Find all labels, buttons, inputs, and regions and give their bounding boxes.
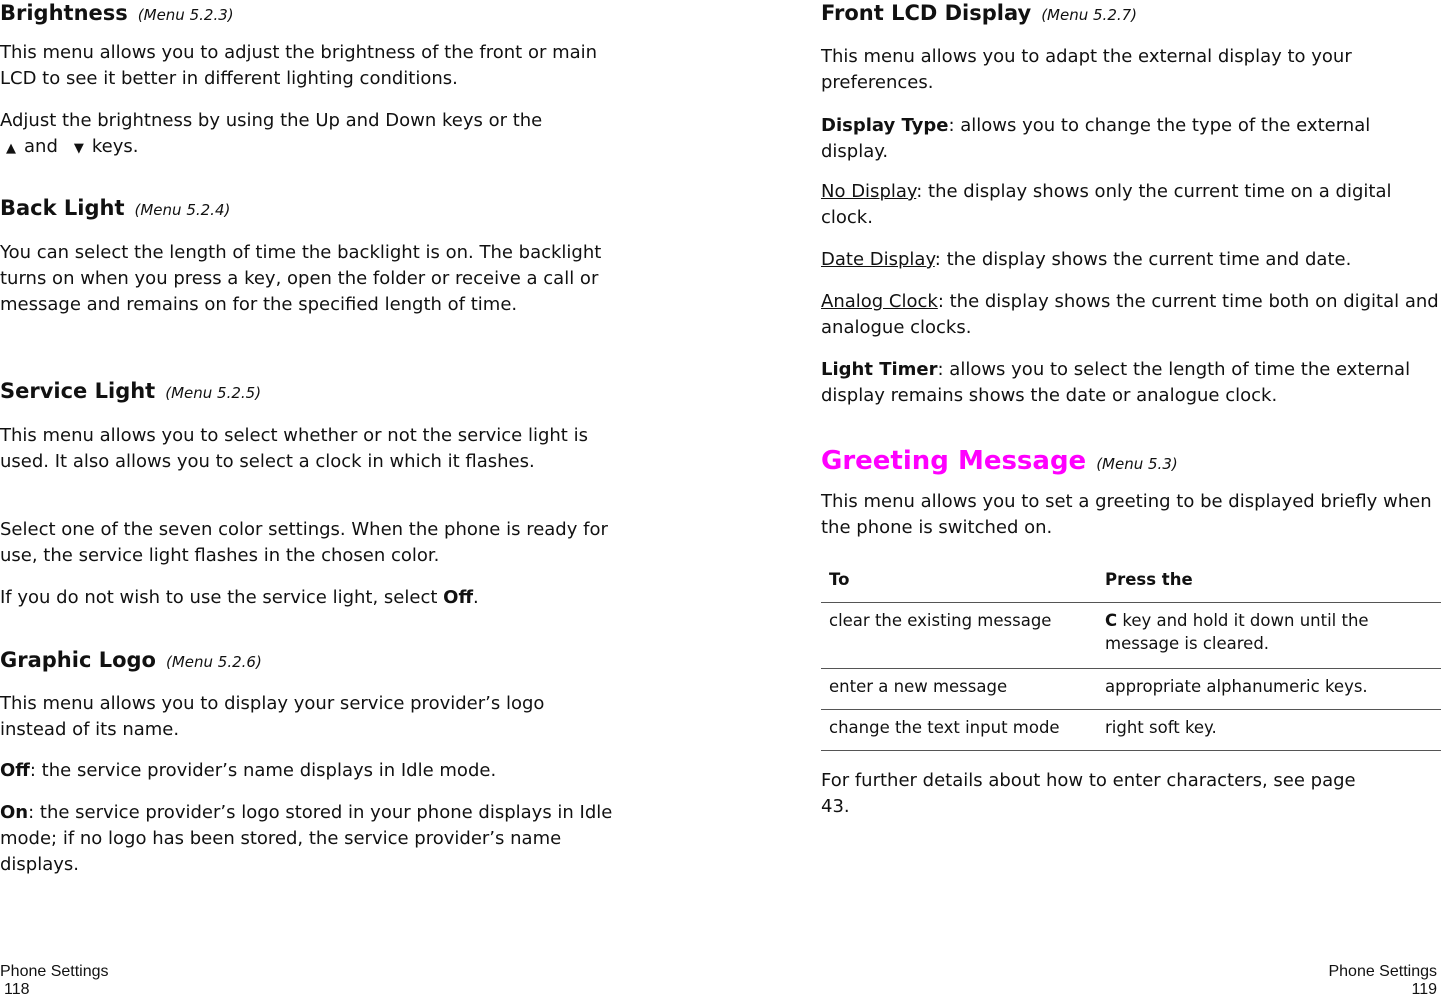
display-type-item: Display Type: allows you to change the type of the external display. xyxy=(821,115,1371,162)
down-arrow-icon: ▼ xyxy=(73,141,84,156)
right-footer xyxy=(1328,963,1437,999)
brightness-keys-paragraph: Adjust the brightness by using the Up and Down keys or the ▲ and ▼ keys. xyxy=(0,108,615,162)
graphic-logo-paragraph: This menu allows you to display your service provider’s logo instead of its name. xyxy=(0,693,545,740)
footer-section: Phone Settings xyxy=(1328,963,1437,980)
table-row xyxy=(821,668,1441,709)
brightness-section xyxy=(0,0,615,28)
table-cell-press: appropriate alphanumeric keys. xyxy=(1097,668,1441,709)
no-display-item: No Display: the display shows only the current time on a digital clock. xyxy=(821,181,1392,228)
table-header-row xyxy=(821,562,1441,602)
brightness-heading xyxy=(0,0,615,28)
table-cell-press: right soft key. xyxy=(1097,709,1441,750)
table-cell-to: clear the existing message xyxy=(821,602,1097,668)
back-light-paragraph: You can select the length of time the backlight is on. The backlight turns on when you press a key, open the folder or receive a call or message and remains on for the specified length of time. xyxy=(0,242,602,315)
page-number: 118 xyxy=(4,981,30,998)
service-light-paragraph-2: Select one of the seven color settings. When the phone is ready for use, the service light flashes in the chosen color. xyxy=(0,519,608,566)
graphic-logo-on-option: On: the service provider’s logo stored in your phone displays in Idle mode; if no logo has been stored, the service provider’s name displays. xyxy=(0,802,613,875)
greeting-keys-table xyxy=(821,562,1441,751)
table-cell-to: enter a new message xyxy=(821,668,1097,709)
footer-section: Phone Settings xyxy=(0,963,109,980)
table-row xyxy=(821,602,1441,668)
table-header-to: To xyxy=(821,562,1097,602)
menu-ref: (Menu 5.2.3) xyxy=(137,6,234,24)
graphic-logo-heading: Graphic Logo (Menu 5.2.6) xyxy=(0,648,262,672)
brightness-paragraph: This menu allows you to adjust the brightness of the front or main LCD to see it better in different lighting conditions. xyxy=(0,42,598,89)
table-row xyxy=(821,709,1441,750)
service-light-heading: Service Light (Menu 5.2.5) xyxy=(0,379,262,403)
table-cell-to: change the text input mode xyxy=(821,709,1097,750)
up-arrow-icon: ▲ xyxy=(6,141,16,156)
light-timer-item: Light Timer: allows you to select the length of time the external display remains shows the date or analogue clock. xyxy=(821,359,1411,406)
graphic-logo-off-option: Off: the service provider’s name displays in Idle mode. xyxy=(0,760,497,781)
heading-title: Brightness xyxy=(0,1,128,25)
service-light-paragraph-3: If you do not wish to use the service light, select Off. xyxy=(0,587,479,608)
table-cell-press: C key and hold it down until the message is cleared. xyxy=(1097,602,1441,668)
further-details-paragraph: For further details about how to enter characters, see page 43. xyxy=(821,770,1356,817)
greeting-message-heading: Greeting Message (Menu 5.3) xyxy=(821,446,1178,476)
table-header-press: Press the xyxy=(1097,562,1441,602)
left-footer xyxy=(0,963,109,999)
front-lcd-heading: Front LCD Display (Menu 5.2.7) xyxy=(821,1,1138,25)
service-light-paragraph-1: This menu allows you to select whether or not the service light is used. It also allows you to select a clock in which it flashes. xyxy=(0,425,588,472)
front-lcd-paragraph: This menu allows you to adapt the external display to your preferences. xyxy=(821,46,1352,93)
back-light-heading: Back Light (Menu 5.2.4) xyxy=(0,196,231,220)
greeting-paragraph: This menu allows you to set a greeting to be displayed briefly when the phone is switched on. xyxy=(821,491,1432,538)
date-display-item: Date Display: the display shows the current time and date. xyxy=(821,249,1352,270)
analog-clock-item: Analog Clock: the display shows the current time both on digital and analogue clocks. xyxy=(821,291,1439,338)
page-number: 119 xyxy=(1411,981,1437,998)
